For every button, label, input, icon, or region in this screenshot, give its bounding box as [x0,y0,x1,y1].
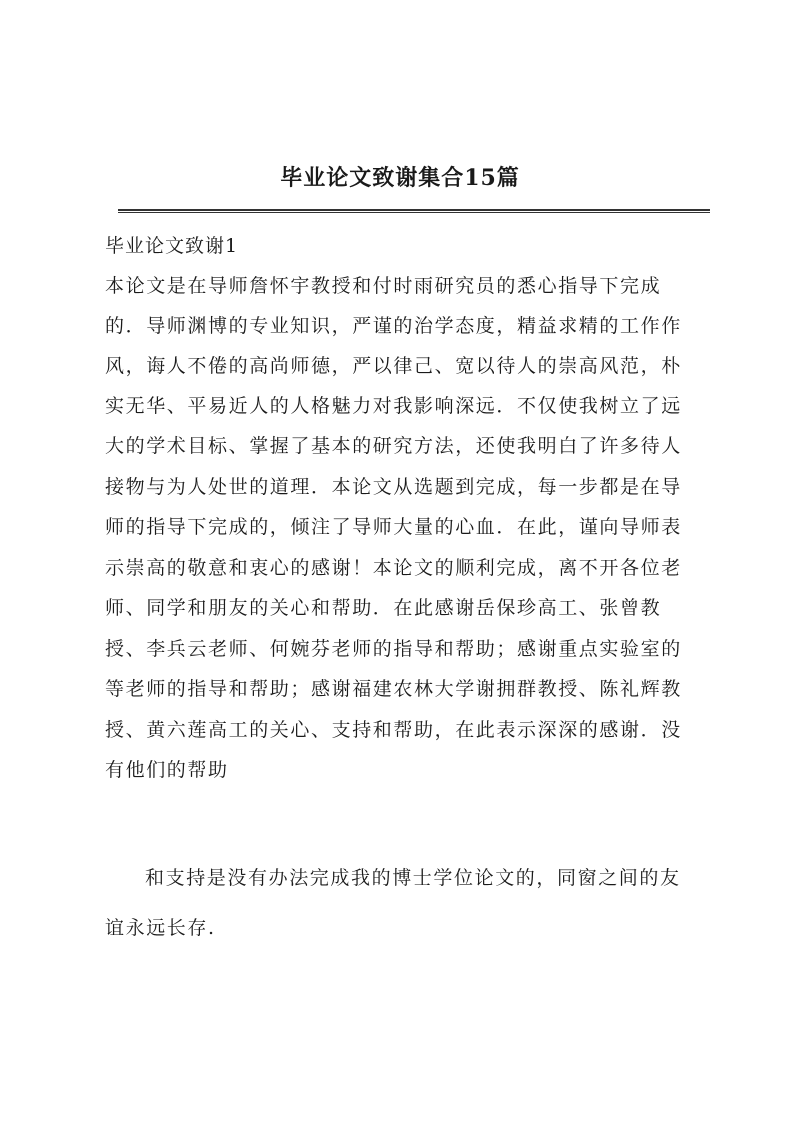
paragraph-line: 示崇高的敬意和衷心的感谢！本论文的顺利完成，离不开各位老 [105,557,682,579]
continuation-paragraph [105,853,715,953]
paragraph-line: 有他们的帮助 [105,759,229,781]
paragraph-line: 接物与为人处世的道理．本论文从选题到完成，每一步都是在导 [105,476,682,498]
paragraph-line: 大的学术目标、掌握了基本的研究方法，还使我明白了许多待人 [105,435,682,457]
document-title: 毕业论文致谢集合15篇 [280,165,520,191]
paragraph-line: 风，诲人不倦的高尚师德，严以律己、宽以待人的崇高风范，朴 [105,355,682,377]
paragraph-line: 师、同学和朋友的关心和帮助．在此感谢岳保珍高工、张曾教 [105,597,662,619]
section-heading: 毕业论文致谢1 [105,235,239,257]
paragraph-line: 授、黄六莲高工的关心、支持和帮助，在此表示深深的感谢．没 [105,719,682,741]
paragraph-line: 授、李兵云老师、何婉芬老师的指导和帮助；感谢重点实验室的 [105,638,682,660]
paragraph-line: 和支持是没有办法完成我的博士学位论文的，同窗之间的友 [145,867,681,889]
paragraph-line: 谊永远长存. [105,917,216,939]
paragraph-line: 师的指导下完成的，倾注了导师大量的心血．在此，谨向导师表 [105,516,682,538]
paragraph-line: 等老师的指导和帮助；感谢福建农林大学谢拥群教授、陈礼辉教 [105,678,682,700]
paragraph-line: 本论文是在导师詹怀宇教授和付时雨研究员的悉心指导下完成 [105,275,662,297]
paragraph-line: 的．导师渊博的专业知识，严谨的治学态度，精益求精的工作作 [105,315,682,337]
title-divider [118,209,710,213]
paragraph-line: 实无华、平易近人的人格魅力对我影响深远．不仅使我树立了远 [105,395,682,417]
